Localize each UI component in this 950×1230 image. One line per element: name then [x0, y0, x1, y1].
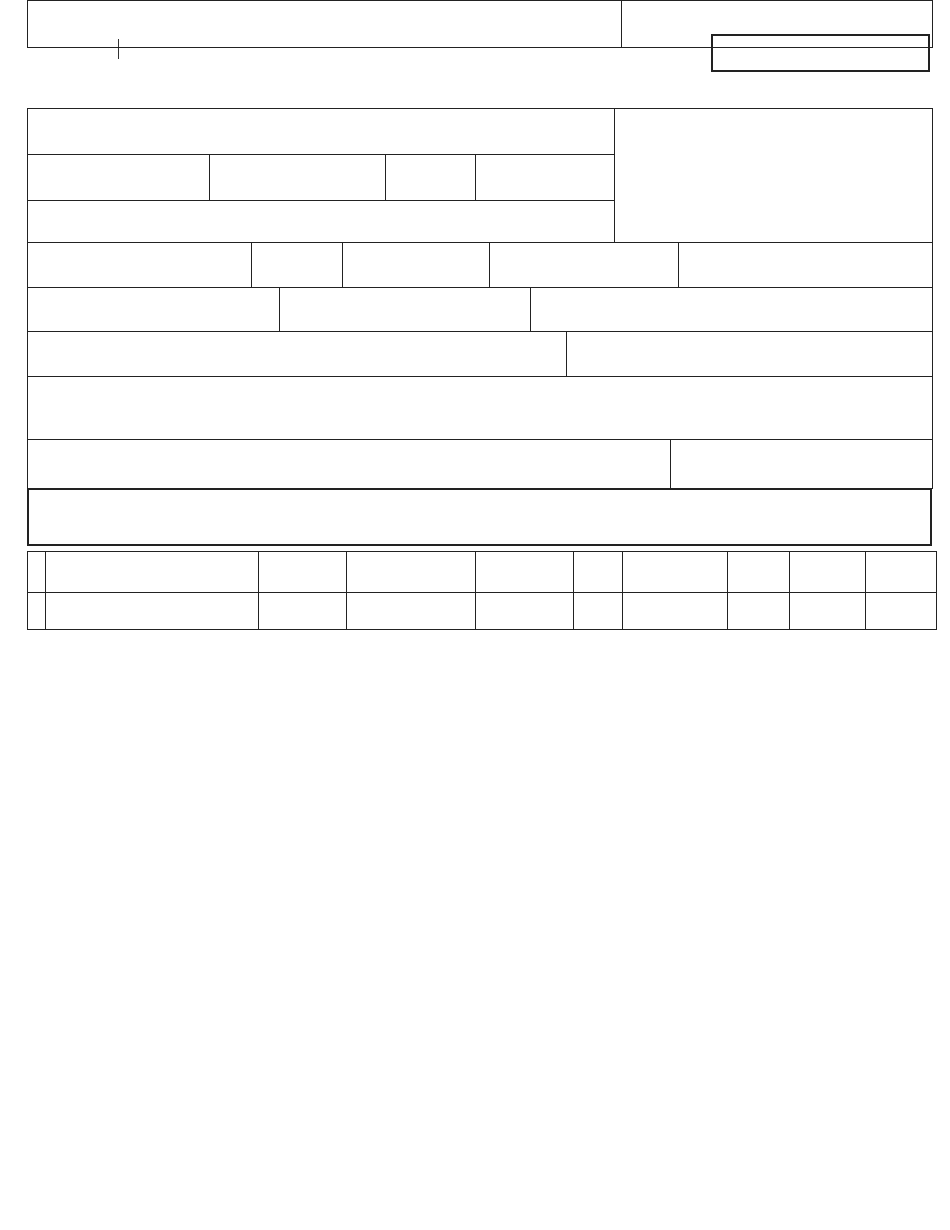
mother-name-field[interactable]	[28, 332, 567, 377]
person-admin-column-header	[866, 552, 937, 593]
vis-date-cell[interactable]	[259, 593, 347, 630]
work-phone-label	[280, 288, 530, 290]
vaccine-name-cell	[46, 593, 259, 630]
route-cell	[790, 593, 866, 630]
state-label	[252, 243, 342, 245]
county-label	[490, 243, 678, 245]
email-label	[531, 288, 932, 290]
email-field[interactable]	[531, 288, 933, 332]
patient-name-field[interactable]	[28, 109, 615, 155]
gender-field[interactable]	[476, 155, 615, 201]
vfc-title	[29, 490, 930, 491]
race-field	[615, 109, 933, 243]
age-label	[386, 155, 475, 157]
city-field[interactable]	[28, 243, 252, 288]
row-check-cell[interactable]	[28, 593, 46, 630]
city-label	[28, 243, 251, 245]
sp-column-header	[574, 552, 623, 593]
zip-label	[343, 243, 489, 245]
zip-field[interactable]	[343, 243, 490, 288]
signature-date-field[interactable]	[671, 440, 933, 489]
hispanic-field[interactable]	[28, 155, 210, 201]
work-phone-field[interactable]	[280, 288, 531, 332]
age-field[interactable]	[386, 155, 476, 201]
mother-maiden-field[interactable]	[567, 332, 933, 377]
check-column-header	[28, 552, 46, 593]
manufacturer-cell	[347, 593, 476, 630]
dob-label	[210, 155, 385, 157]
county-field[interactable]	[490, 243, 679, 288]
administration-date-field[interactable]	[622, 1, 932, 47]
vaccine-table-header	[28, 552, 937, 593]
consent-statement	[28, 377, 933, 440]
table-row-covid19	[28, 593, 937, 630]
route-column-header	[790, 552, 866, 593]
lot-expiration-cell[interactable]	[623, 593, 728, 630]
administration-date-label	[622, 1, 932, 4]
admin-site-column-header	[728, 552, 790, 593]
lot-number-column-header	[476, 552, 574, 593]
birth-state-field[interactable]	[679, 243, 933, 288]
administrator-signature-field[interactable]	[28, 1, 622, 47]
lot-number-cell[interactable]	[476, 593, 574, 630]
person-admin-cell[interactable]	[866, 593, 937, 630]
address-label	[28, 201, 614, 203]
patient-info-section	[27, 108, 933, 488]
birth-state-label	[679, 243, 932, 245]
address-field[interactable]	[28, 201, 615, 243]
admin-site-cell[interactable]	[728, 593, 790, 630]
manufacturer-column-header	[347, 552, 476, 593]
administrator-signature-section	[27, 0, 933, 48]
patient-signature-field[interactable]	[28, 440, 671, 489]
vis-date-column-header	[259, 552, 347, 593]
vaccine-table	[27, 551, 937, 630]
dob-field[interactable]	[210, 155, 386, 201]
primary-phone-label	[28, 288, 279, 290]
signature-date-label	[671, 440, 932, 443]
administrator-signature-label	[28, 1, 621, 4]
sp-cell[interactable]	[574, 593, 623, 630]
race-label	[615, 109, 932, 111]
vfc-eligibility-section	[27, 488, 932, 546]
primary-phone-field[interactable]	[28, 288, 280, 332]
lot-expiration-column-header	[623, 552, 728, 593]
vaccine-column-header	[46, 552, 259, 593]
state-field[interactable]	[252, 243, 343, 288]
